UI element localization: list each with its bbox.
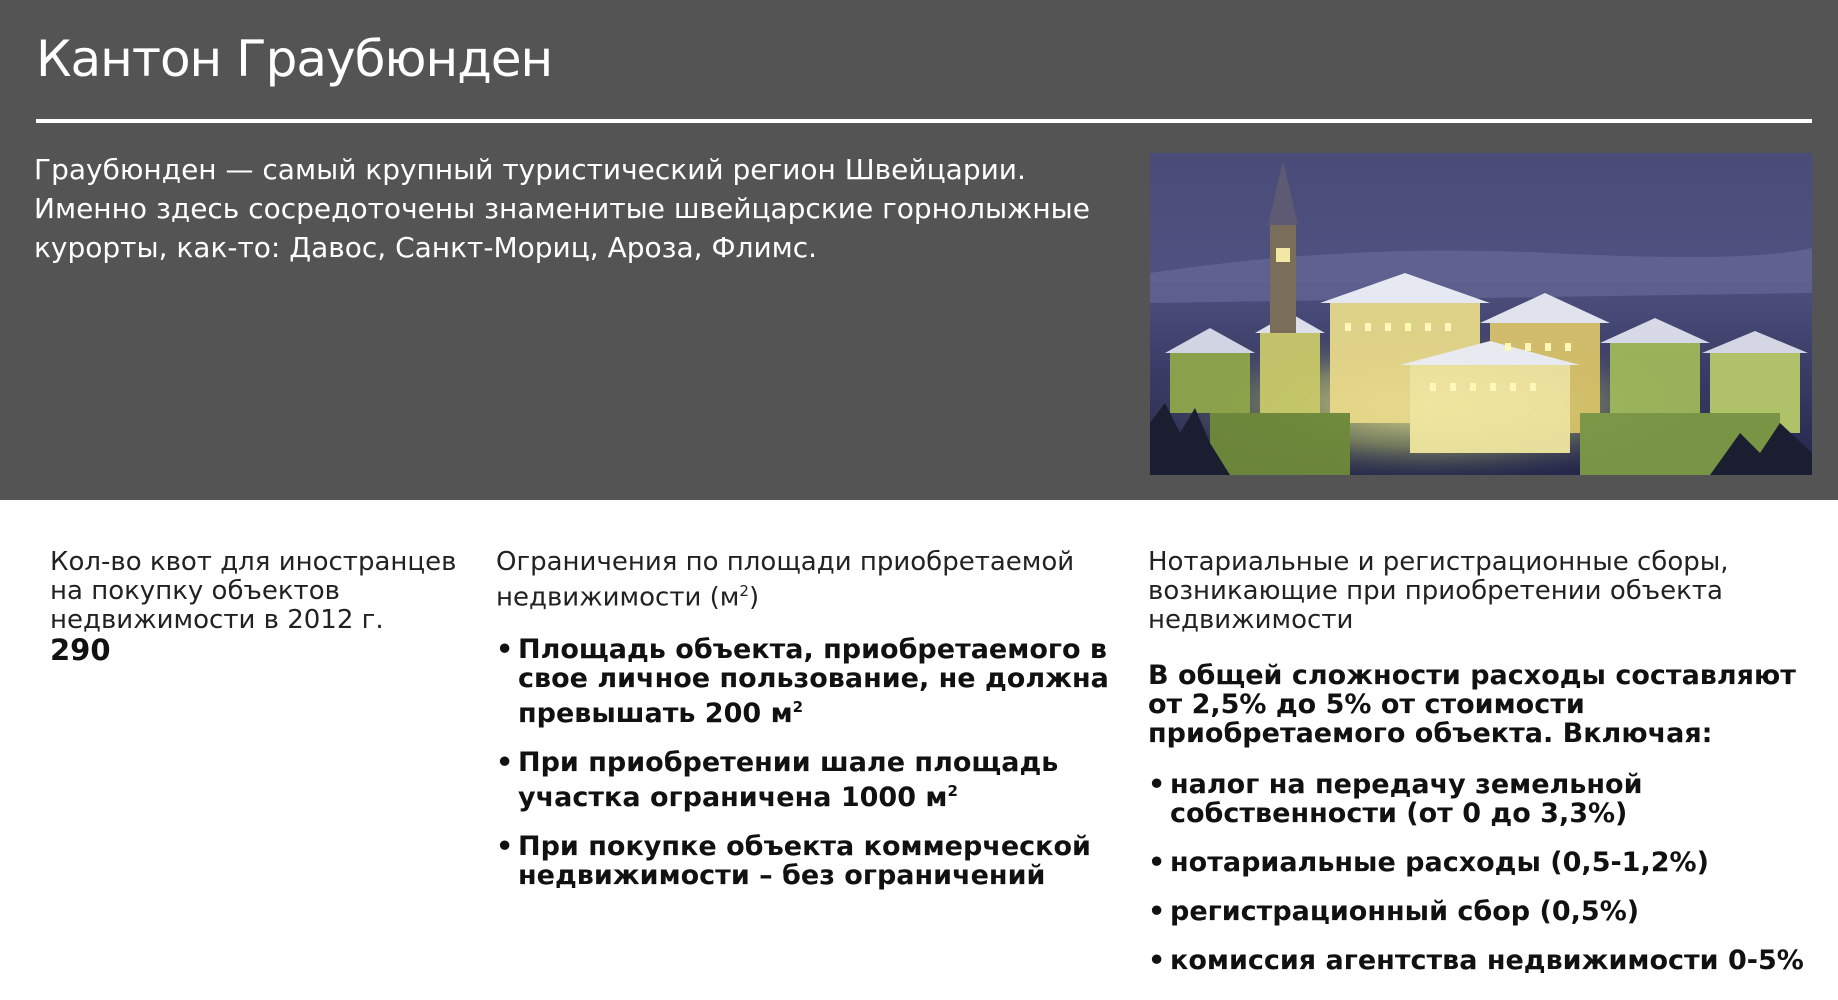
bullet-icon: • xyxy=(1148,769,1166,800)
list-item xyxy=(1148,897,1828,926)
list-item-text: Площадь объекта, приобретаемого в свое личное пользование, не должна превышать 200 м xyxy=(518,633,1109,729)
list-item-text: регистрационный сбор (0,5%) xyxy=(1170,896,1640,927)
bullet-icon: • xyxy=(1148,896,1166,927)
bullet-icon: • xyxy=(496,746,514,778)
list-item-sup: 2 xyxy=(947,781,958,800)
fees-heading: Нотариальные и регистрационные сборы, возникающие при приобретении объекта недвижимости xyxy=(1148,547,1729,635)
bullet-icon: • xyxy=(496,633,514,665)
list-item xyxy=(1148,946,1828,975)
intro-line: Именно здесь сосредоточены знаменитые швейцарские горнолыжные xyxy=(34,192,1090,225)
intro-text xyxy=(34,150,1114,267)
list-item xyxy=(496,635,1116,728)
area-heading-text: Ограничения по площади приобретаемой недвижимости (м xyxy=(496,547,1075,613)
fees-column xyxy=(1148,548,1828,995)
bullet-icon: • xyxy=(1148,847,1166,878)
list-item xyxy=(496,832,1116,890)
area-heading-sup: 2 xyxy=(739,582,749,600)
list-item-text: налог на передачу земельной собственности (от 0 до 3,3%) xyxy=(1170,769,1643,829)
fees-list xyxy=(1148,770,1828,975)
list-item xyxy=(1148,848,1828,877)
quota-value: 290 xyxy=(50,633,111,667)
bullet-icon: • xyxy=(1148,945,1166,976)
quota-column xyxy=(50,548,470,665)
night-snow-town-photo xyxy=(1150,153,1812,475)
info-columns xyxy=(0,548,1838,1000)
list-item xyxy=(1148,770,1828,828)
area-list xyxy=(496,635,1116,890)
list-item-text: При приобретении шале площадь участка ограничена 1000 м xyxy=(518,746,1059,813)
list-item-text: нотариальные расходы (0,5-1,2%) xyxy=(1170,847,1709,878)
page-title: Кантон Граубюнден xyxy=(36,30,553,88)
list-item-text: При покупке объекта коммерческой недвижимости – без ограничений xyxy=(518,830,1091,891)
list-item-text: комиссия агентства недвижимости 0-5% xyxy=(1170,945,1804,976)
intro-line: Граубюнден — самый крупный туристический регион Швейцарии. xyxy=(34,153,1026,186)
title-divider xyxy=(36,119,1812,123)
area-heading xyxy=(496,548,1116,613)
fees-lead: В общей сложности расходы составляют от 2,5% до 5% от стоимости приобретаемого объекта. Включая: xyxy=(1148,660,1796,749)
quota-heading: Кол-во квот для иностранцев на покупку объектов недвижимости в 2012 г. xyxy=(50,547,457,635)
area-heading-tail: ) xyxy=(748,582,760,613)
list-item xyxy=(496,748,1116,812)
intro-line: курорты, как-то: Давос, Санкт-Мориц, Ароза, Флимс. xyxy=(34,231,818,264)
bullet-icon: • xyxy=(496,830,514,862)
list-item-sup: 2 xyxy=(792,697,804,716)
area-column xyxy=(496,548,1116,910)
